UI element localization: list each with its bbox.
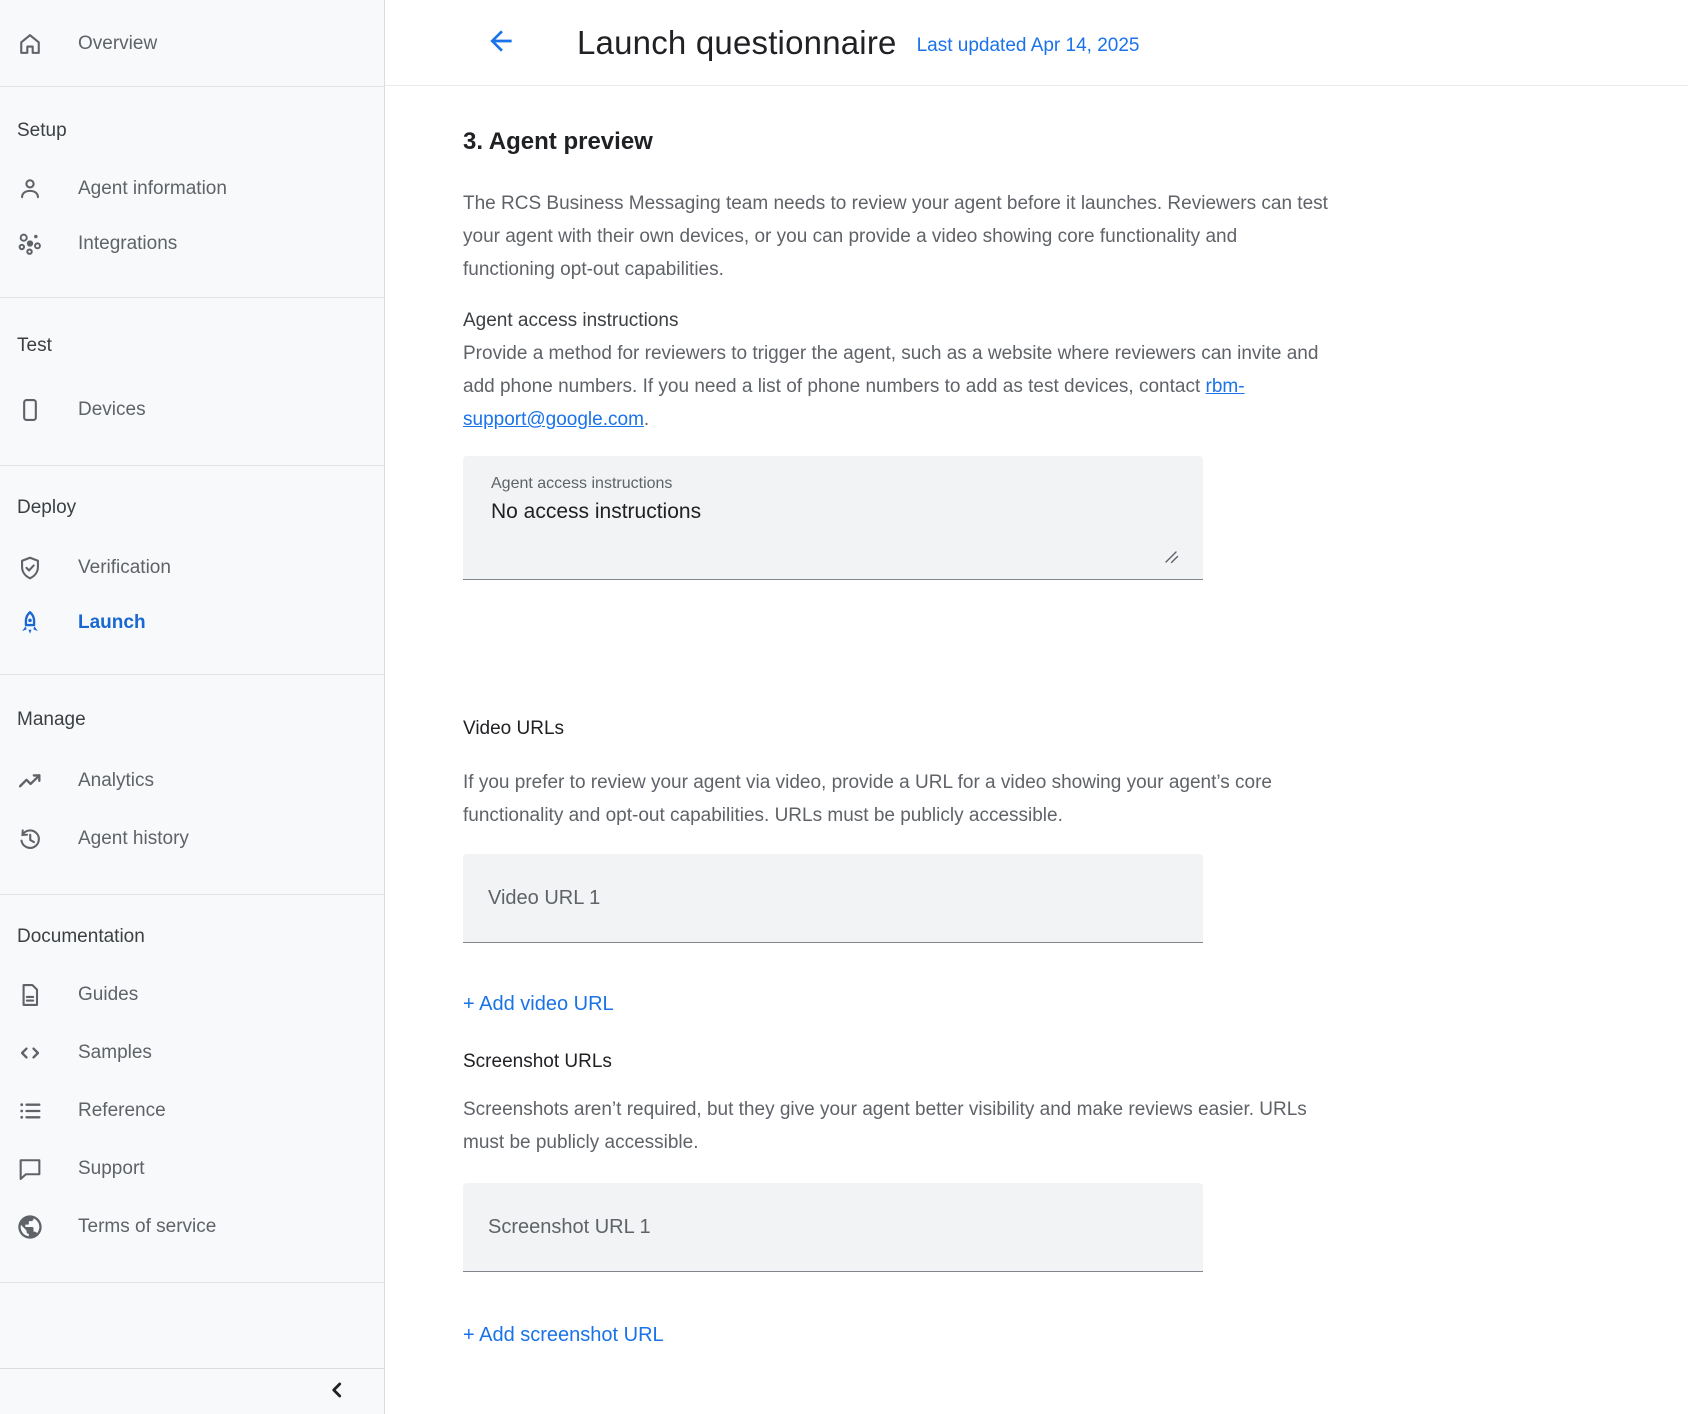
sidebar-item-guides[interactable] <box>0 967 384 1022</box>
sidebar-item-label: Terms of service <box>78 1215 217 1237</box>
add-screenshot-url-button[interactable]: + Add screenshot URL <box>463 1324 664 1346</box>
add-video-url-button[interactable]: + Add video URL <box>463 993 614 1015</box>
sidebar-item-label: Devices <box>78 398 146 420</box>
textarea-floating-label: Agent access instructions <box>491 475 673 492</box>
screenshot-urls-description: Screenshots aren’t required, but they give your agent better visibility and make reviews easier. URLs must be publicly accessible. <box>463 1099 1307 1153</box>
sidebar-item-label: Integrations <box>78 232 178 254</box>
divider <box>0 674 384 675</box>
sidebar-item-label: Analytics <box>78 769 155 791</box>
sidebar-item-label: Agent history <box>78 827 189 849</box>
history-icon <box>16 825 44 853</box>
list-icon <box>16 1097 44 1125</box>
screenshot-url-input[interactable] <box>463 1183 1203 1271</box>
video-url-input[interactable] <box>463 854 1203 942</box>
chat-icon <box>16 1155 44 1183</box>
sidebar-item-terms-of-service[interactable] <box>0 1199 384 1254</box>
sidebar-item-label: Agent information <box>78 177 227 199</box>
sidebar-footer <box>0 1368 384 1414</box>
globe-icon <box>16 1213 44 1241</box>
back-button[interactable] <box>485 25 517 60</box>
sidebar <box>0 0 385 1414</box>
page-header <box>385 0 1688 86</box>
access-desc-text-end: . <box>643 409 650 430</box>
sidebar-section-test: Test <box>17 335 52 356</box>
person-icon <box>16 175 44 203</box>
sidebar-item-overview[interactable] <box>0 16 384 71</box>
sidebar-item-label: Reference <box>78 1099 166 1121</box>
sidebar-spacer <box>0 1283 384 1368</box>
sidebar-item-label: Samples <box>78 1041 152 1063</box>
video-urls-description: If you prefer to review your agent via video, provide a URL for a video showing your agent’s core functionality and opt-out capabilities. URLs must be publicly accessible. <box>463 772 1272 826</box>
textarea-value: No access instructions <box>491 500 702 523</box>
sidebar-item-agent-history[interactable] <box>0 811 384 866</box>
sidebar-item-agent-information[interactable] <box>0 161 384 216</box>
divider <box>0 894 384 895</box>
access-desc-text: Provide a method for reviewers to trigger the agent, such as a website where reviewers can invite and add phone numbers. If you need a list of phone numbers to add as test devices, contact <box>463 343 1319 397</box>
sidebar-section-manage: Manage <box>17 709 86 730</box>
document-icon <box>16 981 44 1009</box>
integrations-icon <box>16 230 44 258</box>
sidebar-item-verification[interactable] <box>0 540 384 595</box>
divider <box>0 465 384 466</box>
rocket-icon <box>16 609 44 637</box>
sidebar-item-support[interactable] <box>0 1141 384 1196</box>
sidebar-item-label: Support <box>78 1157 145 1179</box>
code-icon <box>16 1039 44 1067</box>
screenshot-url-field <box>463 1183 1203 1272</box>
sidebar-item-label: Launch <box>78 611 146 633</box>
home-icon <box>16 30 44 58</box>
trending-up-icon <box>16 767 44 795</box>
access-instructions-description <box>463 337 1329 436</box>
arrow-back-icon <box>485 25 517 60</box>
sidebar-item-label: Overview <box>78 32 158 54</box>
sidebar-item-label: Verification <box>78 556 171 578</box>
sidebar-item-analytics[interactable] <box>0 753 384 808</box>
shield-check-icon <box>16 554 44 582</box>
phone-icon <box>16 396 44 424</box>
sidebar-section-documentation: Documentation <box>17 926 145 947</box>
chevron-left-icon <box>324 1377 350 1406</box>
sidebar-item-label: Guides <box>78 983 139 1005</box>
access-instructions-heading: Agent access instructions <box>463 310 679 331</box>
section-title: 3. Agent preview <box>463 128 653 155</box>
sidebar-item-integrations[interactable] <box>0 216 384 271</box>
sidebar-item-devices[interactable] <box>0 382 384 437</box>
sidebar-item-reference[interactable] <box>0 1083 384 1138</box>
video-urls-heading: Video URLs <box>463 718 565 739</box>
collapse-sidebar-button[interactable] <box>322 1375 352 1408</box>
last-updated-label: Last updated Apr 14, 2025 <box>916 34 1140 56</box>
main-area <box>385 0 1688 1414</box>
sidebar-section-setup: Setup <box>17 120 67 141</box>
divider <box>0 86 384 87</box>
section-intro: The RCS Business Messaging team needs to review your agent before it launches. Reviewers can test your agent with their own devices, or you can provide a video showing core functionality and functioning opt-out capabilities. <box>463 193 1328 280</box>
sidebar-section-deploy: Deploy <box>17 497 77 518</box>
video-url-field <box>463 854 1203 943</box>
page-title: Launch questionnaire <box>577 23 897 61</box>
sidebar-item-samples[interactable] <box>0 1025 384 1080</box>
sidebar-nav <box>0 0 384 1283</box>
agent-access-instructions-textarea[interactable] <box>463 456 1203 580</box>
resize-handle-icon[interactable] <box>1163 548 1179 569</box>
sidebar-item-launch[interactable] <box>0 595 384 650</box>
divider <box>0 297 384 298</box>
screenshot-urls-heading: Screenshot URLs <box>463 1051 612 1072</box>
questionnaire-content <box>385 86 1688 1347</box>
support-email-link[interactable]: rbm-support@google.com <box>463 376 1245 430</box>
